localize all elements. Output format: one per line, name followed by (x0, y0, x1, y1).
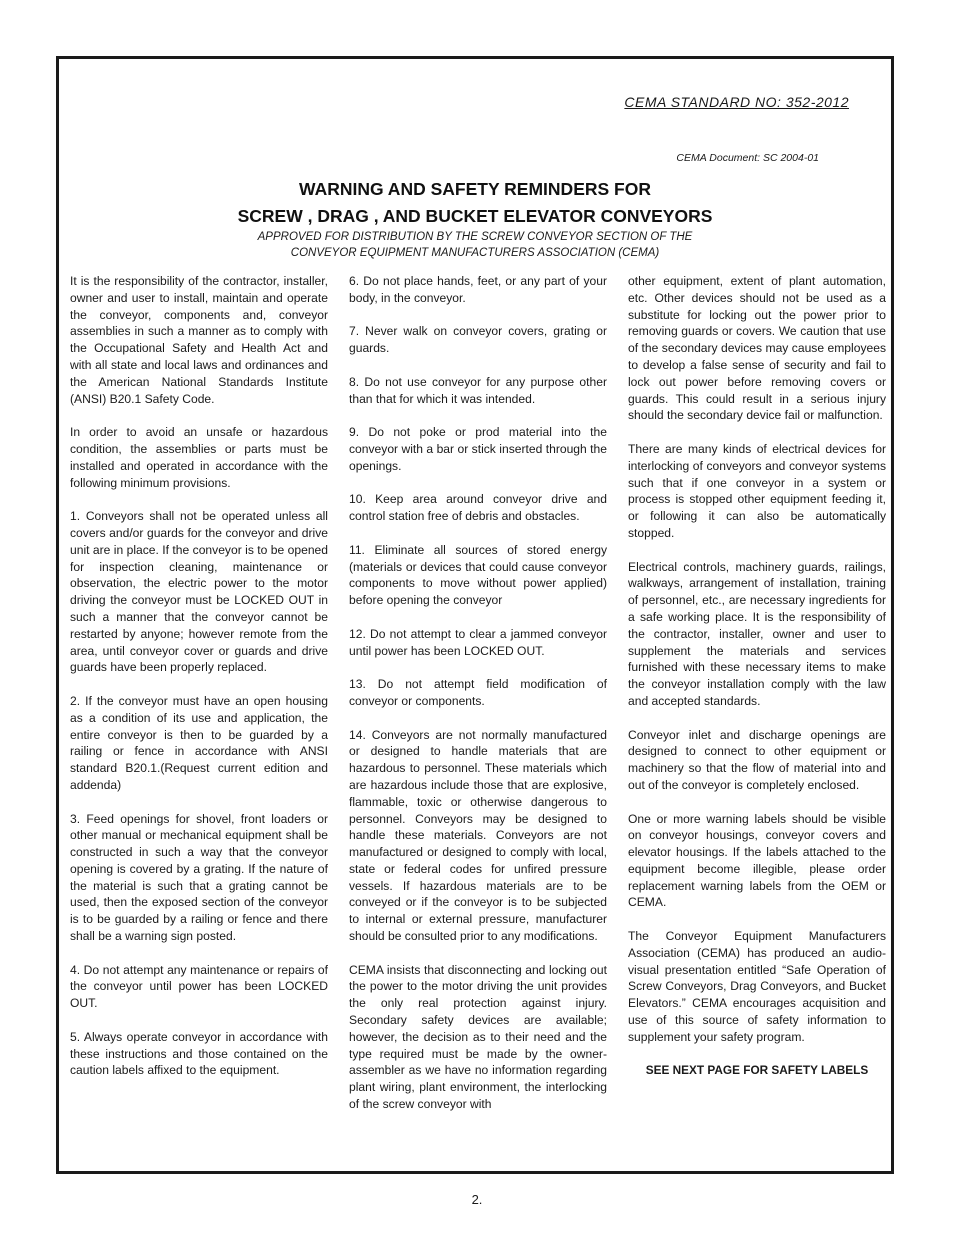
page-number: 2. (471, 1192, 483, 1207)
paragraph: In order to avoid an unsafe or hazardous condition, the assemblies or parts must be installed and operated in accordance with the following minimum provisions. (70, 425, 328, 490)
paragraph: 9. Do not poke or prod material into the conveyor with a bar or stick inserted through the openings. (349, 425, 607, 473)
paragraph: 12. Do not attempt to clear a jammed conveyor until power has been LOCKED OUT. (349, 626, 607, 658)
column-2 (349, 273, 607, 1130)
paragraph: 4. Do not attempt any maintenance or repairs of the conveyor until power has been LOCKED OUT. (70, 962, 328, 1011)
title-line-1: WARNING AND SAFETY REMINDERS FOR (299, 179, 651, 199)
approval-note (59, 229, 891, 261)
paragraph: CEMA insists that disconnecting and locking out the power to the motor driving the unit provides the only real protection against injury. Secondary safety devices are available; however, the decision as to their need and the type required must be made by the owner-assembler as we have no information regarding plant wiring, plant environment, the interlocking of the screw conveyor with (349, 962, 607, 1112)
paragraph: 3. Feed openings for shovel, front loaders or other manual or mechanical equipment shall be constructed in such a way that the conveyor opening is covered by a grating. If the nature of the material is such that a grating cannot be used, then the exposed section of the conveyor is to be guarded by a railing or fence and there shall be a warning sign posted. (70, 811, 328, 944)
standard-number: CEMA STANDARD NO: 352-2012 (624, 94, 849, 110)
paragraph: One or more warning labels should be visible on conveyor housings, conveyor covers and elevator housings. If the labels attached to the equipment become illegible, please order replacement warning labels from the OEM or CEMA. (628, 811, 886, 910)
paragraph: 7. Never walk on conveyor covers, grating or guards. (349, 324, 607, 356)
title-line-2: SCREW , DRAG , AND BUCKET ELEVATOR CONVEYORS (237, 206, 713, 226)
document-number: CEMA Document: SC 2004-01 (676, 152, 819, 164)
see-next-page-note: SEE NEXT PAGE FOR SAFETY LABELS (645, 1063, 869, 1078)
approval-line-2: CONVEYOR EQUIPMENT MANUFACTURERS ASSOCIATION (CEMA) (290, 247, 660, 259)
paragraph: 8. Do not use conveyor for any purpose other than that for which it was intended. (349, 374, 607, 406)
paragraph: The Conveyor Equipment Manufacturers Association (CEMA) has produced an audio-visual presentation entitled “Safe Operation of Screw Conveyors, Drag Conveyors, and Bucket Elevators.” CEMA encourages acquisition and use of this source of safety information to supplement your safety program. (628, 929, 886, 1044)
column-1 (70, 273, 328, 1096)
paragraph: 11. Eliminate all sources of stored energy (materials or devices that could cause conveyor components to move without power applied) before opening the conveyor (349, 542, 607, 608)
page-frame (56, 56, 894, 1174)
paragraph: 13. Do not attempt field modification of conveyor or components. (349, 677, 607, 708)
paragraph: 6. Do not place hands, feet, or any part of your body, in the conveyor. (349, 274, 607, 305)
paragraph: Electrical controls, machinery guards, railings, walkways, arrangement of installation, training of personnel, etc., are necessary ingredients for a safe working place. It is the responsibility of the contractor, installer, owner and user to supplement the materials and services furnished with these necessary items to make the conveyor installation comply with the law and accepted standards. (628, 559, 886, 708)
paragraph: 14. Conveyors are not normally manufactured or designed to handle materials that are hazardous to personnel. These materials which are hazardous include those that are explosive, flammable, toxic or otherwise dangerous to personnel. Conveyors may be designed to handle these materials. Conveyors are not manufactured or designed to comply with local, state or federal codes for unfired pressure vessels. If hazardous materials are to be conveyed or if the conveyor is to be subjected to internal or external pressure, manufacturer should be consulted prior to any modifications. (349, 727, 607, 944)
paragraph: There are many kinds of electrical devices for interlocking of conveyors and conveyor systems such that if one conveyor in a system or process is stopped other equipment feeding it, or following it can also be automatically stopped. (628, 441, 886, 540)
paragraph: 5. Always operate conveyor in accordance with these instructions and those contained on the caution labels affixed to the equipment. (70, 1029, 328, 1078)
paragraph: other equipment, extent of plant automation, etc. Other devices should not be used as a substitute for locking out the power prior to removing guards or covers. We caution that use of the secondary devices may cause employees to develop a false sense of security and fail to lock out power before removing covers or guards. This could result in a serious injury should the secondary device fail or malfunction. (628, 274, 886, 423)
paragraph: It is the responsibility of the contractor, installer, owner and user to install, maintain and operate the conveyor, components and, conveyor assemblies in such a manner as to comply with the Occupational Safety and Health Act and with all state and local laws and ordinances and the American National Standards Institute (ANSI) B20.1 Safety Code. (70, 274, 328, 406)
page-title (59, 176, 891, 230)
approval-line-1: APPROVED FOR DISTRIBUTION BY THE SCREW CONVEYOR SECTION OF THE (257, 231, 693, 243)
paragraph: 1. Conveyors shall not be operated unless all covers and/or guards for the conveyor and drive unit are in place. If the conveyor is to be opened for inspection cleaning, maintenance or observation, the electric power to the motor driving the conveyor must be LOCKED OUT in such a manner that the conveyor cannot be restarted by anyone; however remote from the area, until conveyor cover or guards and drive guards have been properly replaced. (70, 509, 328, 675)
column-3 (628, 273, 886, 1096)
paragraph: 2. If the conveyor must have an open housing as a condition of its use and application, the entire conveyor is then to be guarded by a railing or fence in accordance with ANSI standard B20.1.(Request current edition and addenda) (70, 693, 328, 792)
paragraph: Conveyor inlet and discharge openings are designed to connect to other equipment or machinery so that the flow of material into and out of the conveyor is completely enclosed. (628, 727, 886, 792)
paragraph: 10. Keep area around conveyor drive and control station free of debris and obstacles. (349, 492, 607, 524)
